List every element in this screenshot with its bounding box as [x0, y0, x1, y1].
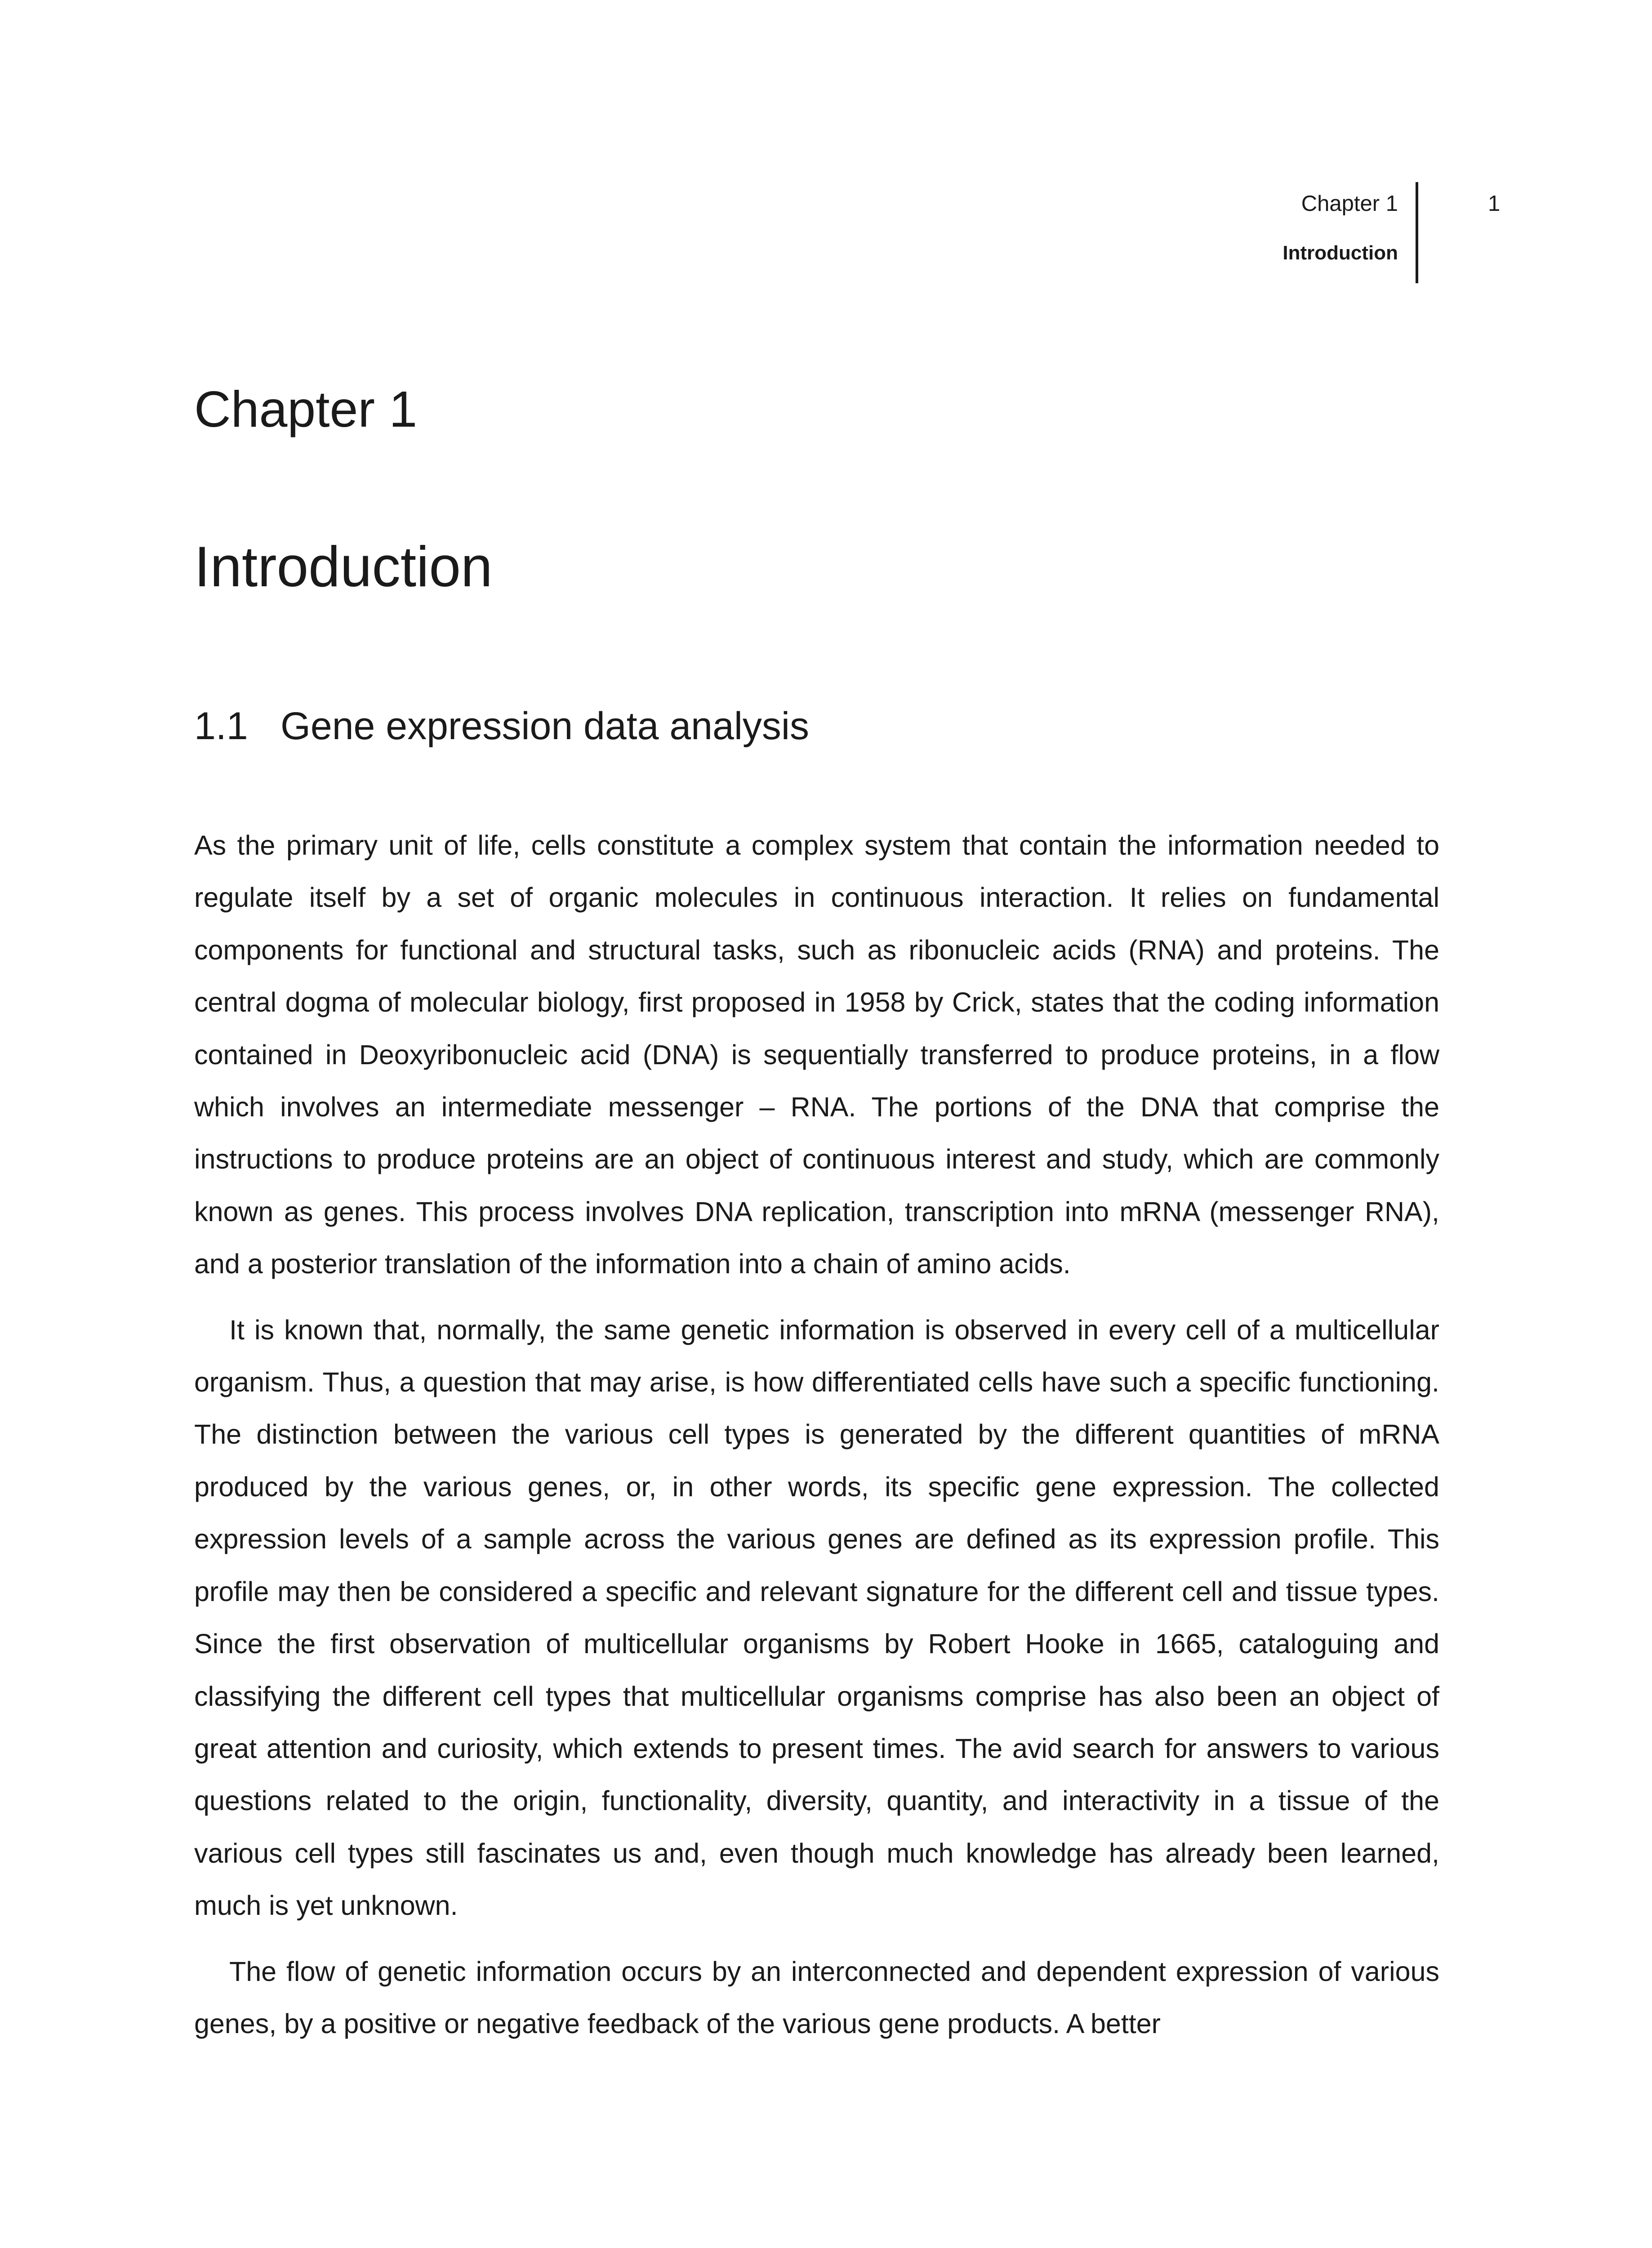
chapter-label: Chapter 1 [194, 381, 418, 437]
running-header-section: Introduction [1282, 242, 1398, 264]
body-text [194, 819, 1439, 2063]
running-header-rule [1416, 182, 1418, 283]
paragraph: The flow of genetic information occurs by an interconnected and dependent expression of various genes, by a positive or negative feedback of the various gene products. A better [194, 1956, 1439, 2039]
chapter-title: Introduction [194, 535, 493, 598]
section-heading [194, 701, 809, 751]
section-number: 1.1 [194, 705, 248, 748]
running-header [1124, 182, 1418, 283]
paragraph: As the primary unit of life, cells constitute a complex system that contain the information needed to regulate itself by a set of organic molecules in continuous interaction. It relies on fundamental components for functional and structural tasks, such as ribonucleic acids (RNA) and proteins. The central dogma of molecular biology, first proposed in 1958 by Crick, states that the coding information contained in Deoxyribonucleic acid (DNA) is sequentially transferred to produce proteins, in a flow which involves an intermediate messenger – RNA. The portions of the DNA that comprise the instructions to produce proteins are an object of continuous interest and study, which are commonly known as genes. This process involves DNA replication, transcription into mRNA (messenger RNA), and a posterior translation of the information into a chain of amino acids. [194, 830, 1439, 1280]
section-title: Gene expression data analysis [281, 705, 810, 748]
running-header-chapter: Chapter 1 [1301, 192, 1398, 216]
paragraph: It is known that, normally, the same genetic information is observed in every cell of a multicellular organism. Thus, a question that may arise, is how differentiated cells have such a specific functioning. The distinction between the various cell types is generated by the different quantities of mRNA produced by the various genes, or, in other words, its specific gene expression. The collected expression levels of a sample across the various genes are defined as its expression profile. This profile may then be considered a specific and relevant signature for the different cell and tissue types. Since the first observation of multicellular organisms by Robert Hooke in 1665, cataloguing and classifying the different cell types that multicellular organisms comprise has also been an object of great attention and curiosity, which extends to present times. The avid search for answers to various questions related to the origin, functionality, diversity, quantity, and interactivity in a tissue of the various cell types still fascinates us and, even though much knowledge has already been learned, much is yet unknown. [194, 1314, 1439, 1921]
page-number: 1 [1488, 192, 1501, 216]
